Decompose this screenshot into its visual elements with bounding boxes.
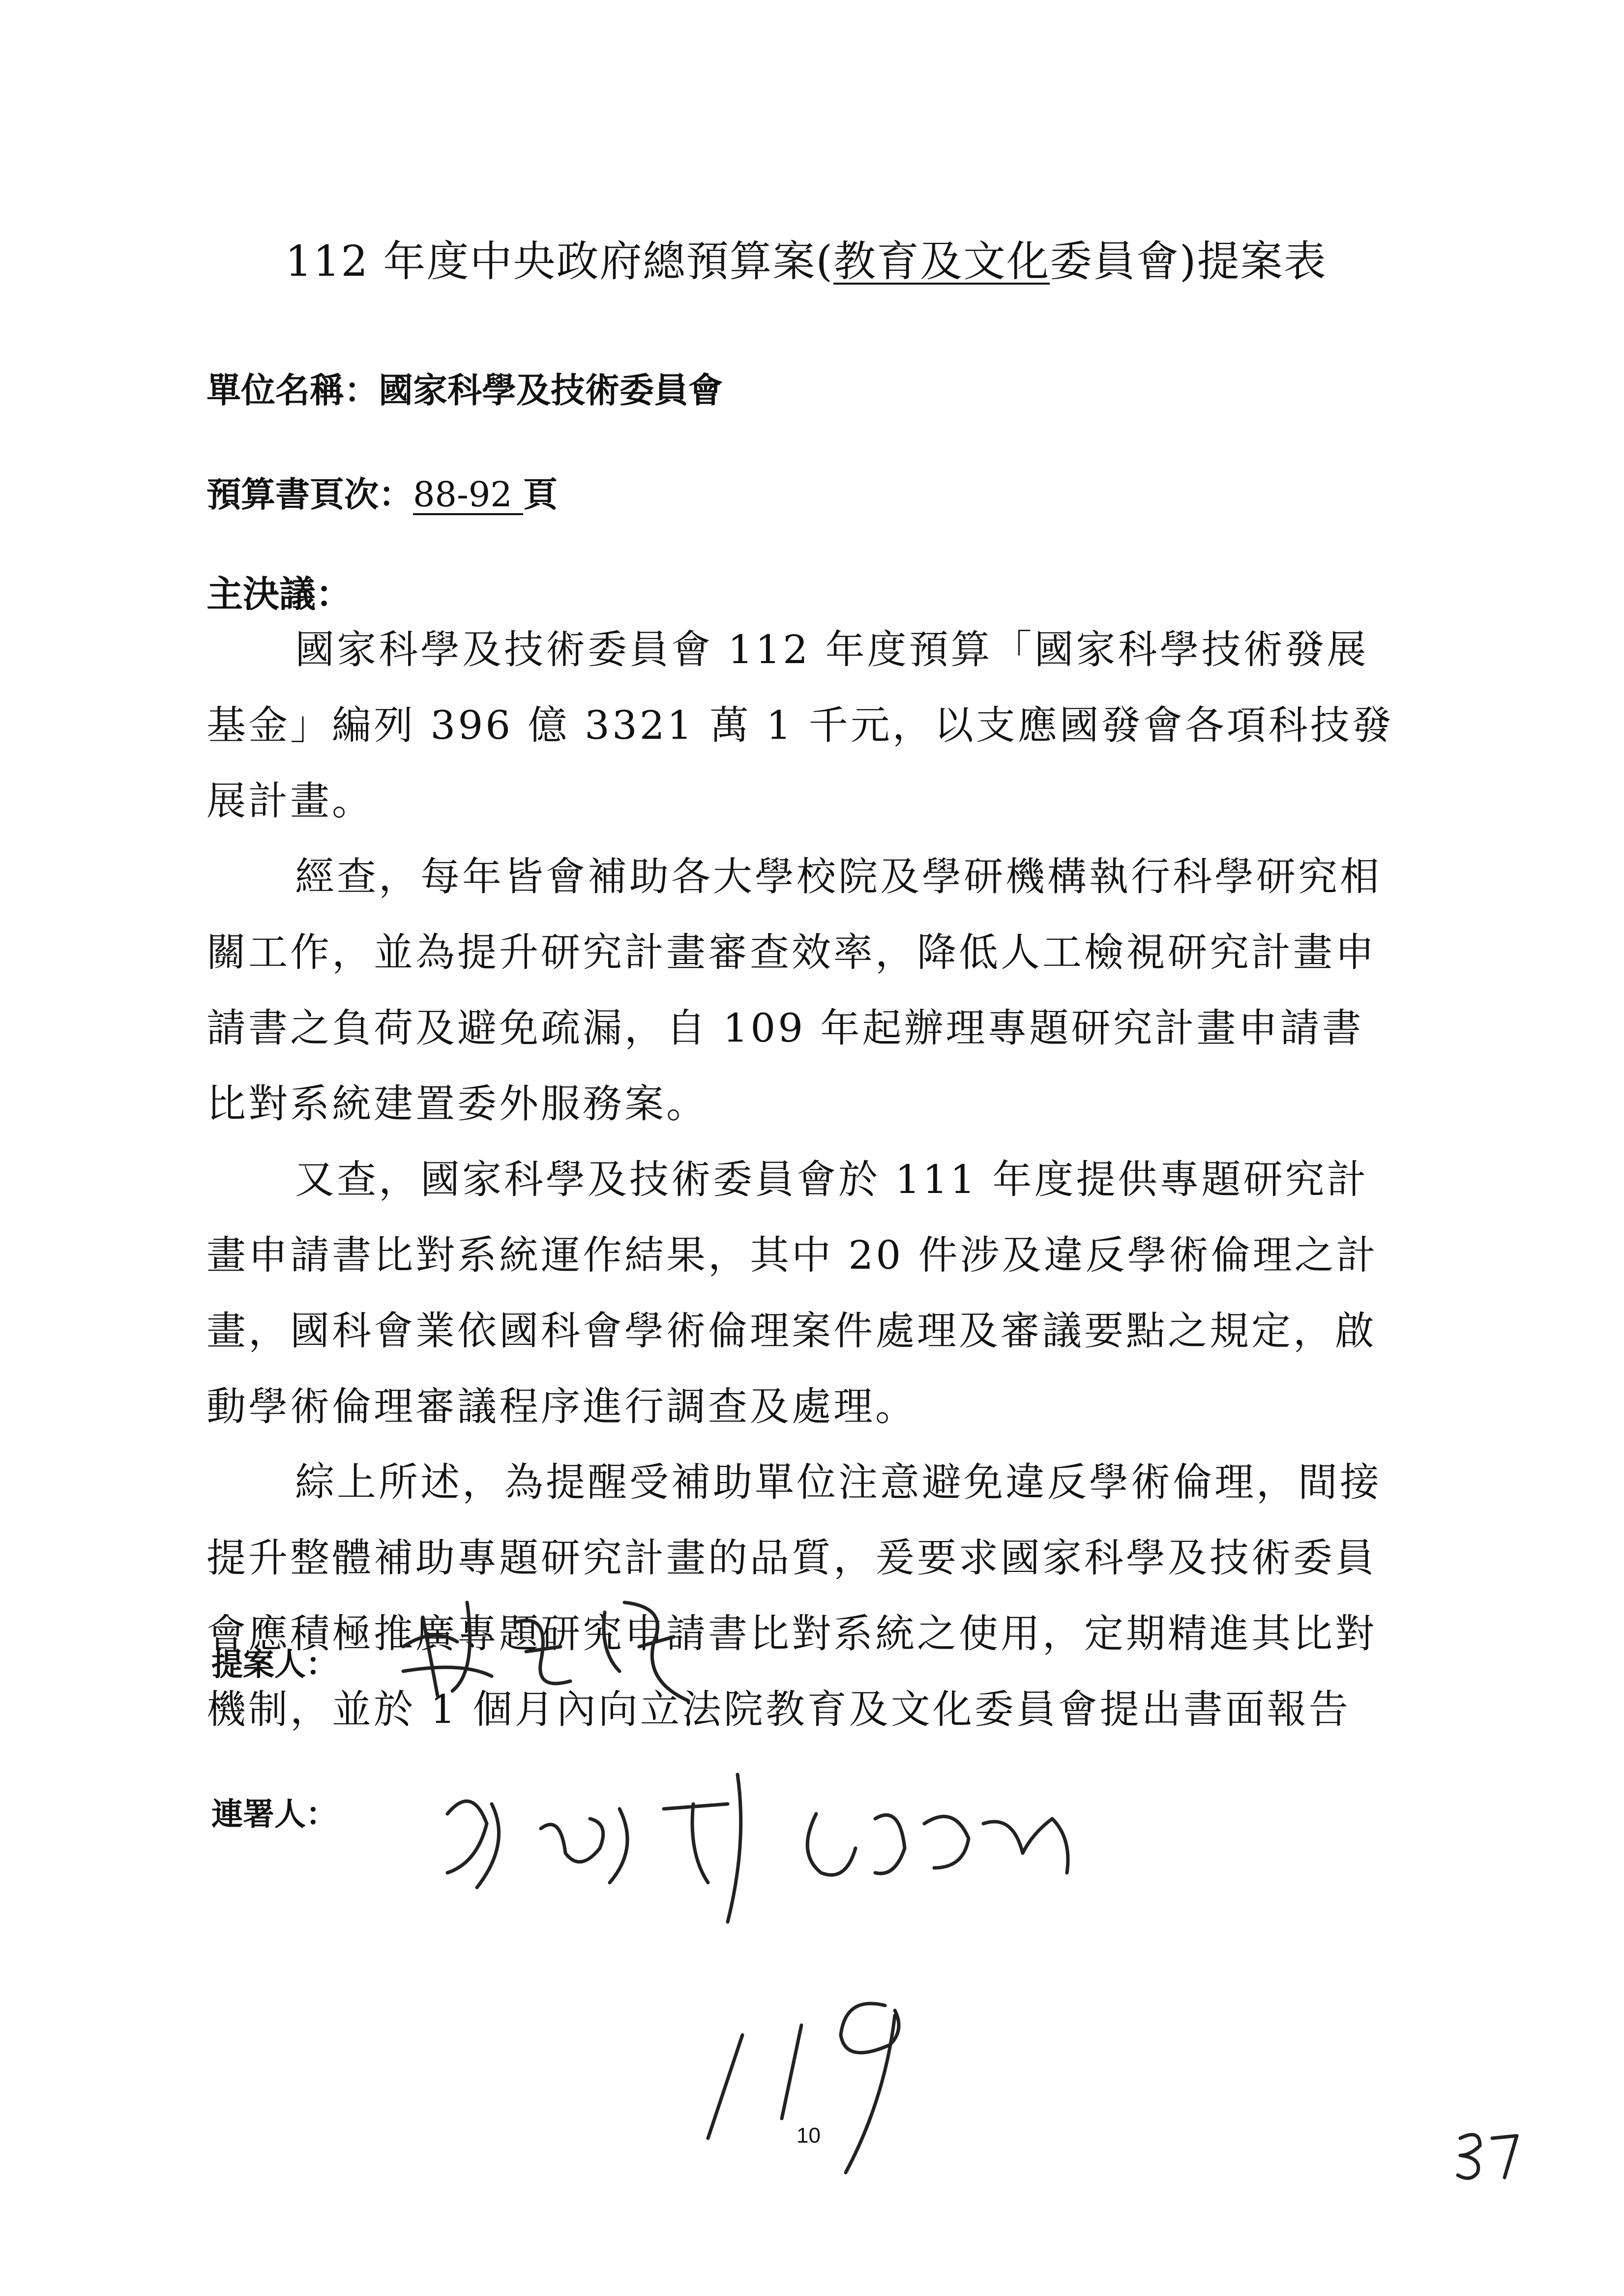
resolution-paragraph: 又查，國家科學及技術委員會於 111 年度提供專題研究計畫申請書比對系統運作結果，其中 20 件涉及違反學術倫理之計畫，國科會業依國科會學術倫理案件處理及審議要點之規定，啟動學術倫理審議程序進行調查及處理。 — [207, 1157, 1378, 1429]
cosigner-label: 連署人： — [211, 1797, 337, 1833]
unit-label: 單位名稱： — [207, 370, 379, 410]
title-suffix: 委員會)提案表 — [1050, 237, 1327, 286]
page-title — [285, 227, 1327, 288]
resolution-paragraph: 經查，每年皆會補助各大學校院及學研機構執行科學研究相關工作，並為提升研究計畫審查效率，降低人工檢視研究計畫申請書之負荷及避免疏漏，自 109 年起辦理專題研究計畫申請書比對系統建置委外服務案。 — [207, 854, 1382, 1127]
page-number: 10 — [797, 2123, 821, 2148]
title-prefix: 112 年度中央政府總預算案( — [285, 237, 834, 286]
title-committee: 教育及文化 — [833, 237, 1050, 286]
unit-value: 國家科學及技術委員會 — [379, 370, 723, 410]
resolution-paragraph: 國家科學及技術委員會 112 年度預算「國家科學技術發展基金」編列 396 億 3321 萬 1 千元，以支應國發會各項科技發展計畫。 — [207, 627, 1394, 824]
handwritten-number-119 — [698, 1971, 954, 2178]
cosigner-signature — [433, 1755, 1200, 1932]
unit-name-line — [207, 363, 723, 412]
handwritten-corner-number-37 — [1455, 2128, 1524, 2182]
budget-page-line — [207, 467, 558, 517]
proposer-label: 提案人： — [211, 1647, 337, 1683]
budget-page-value: 88-92 — [413, 474, 524, 515]
budget-page-label: 預算書頁次： — [207, 474, 413, 515]
resolution-body — [207, 612, 1396, 1747]
resolution-heading: 主決議： — [207, 573, 352, 615]
proposer-signature — [393, 1573, 767, 1720]
resolution-paragraph: 綜上所述，為提醒受補助單位注意避免違反學術倫理，間接提升整體補助專題研究計畫的品質，爰要求國家科學及技術委員會應積極推廣專題研究申請書比對系統之使用，定期精進其比對機制，並於 1 個月內向立法院教育及文化委員會提出書面報告 — [207, 1459, 1382, 1732]
budget-page-suffix: 頁 — [523, 474, 558, 515]
